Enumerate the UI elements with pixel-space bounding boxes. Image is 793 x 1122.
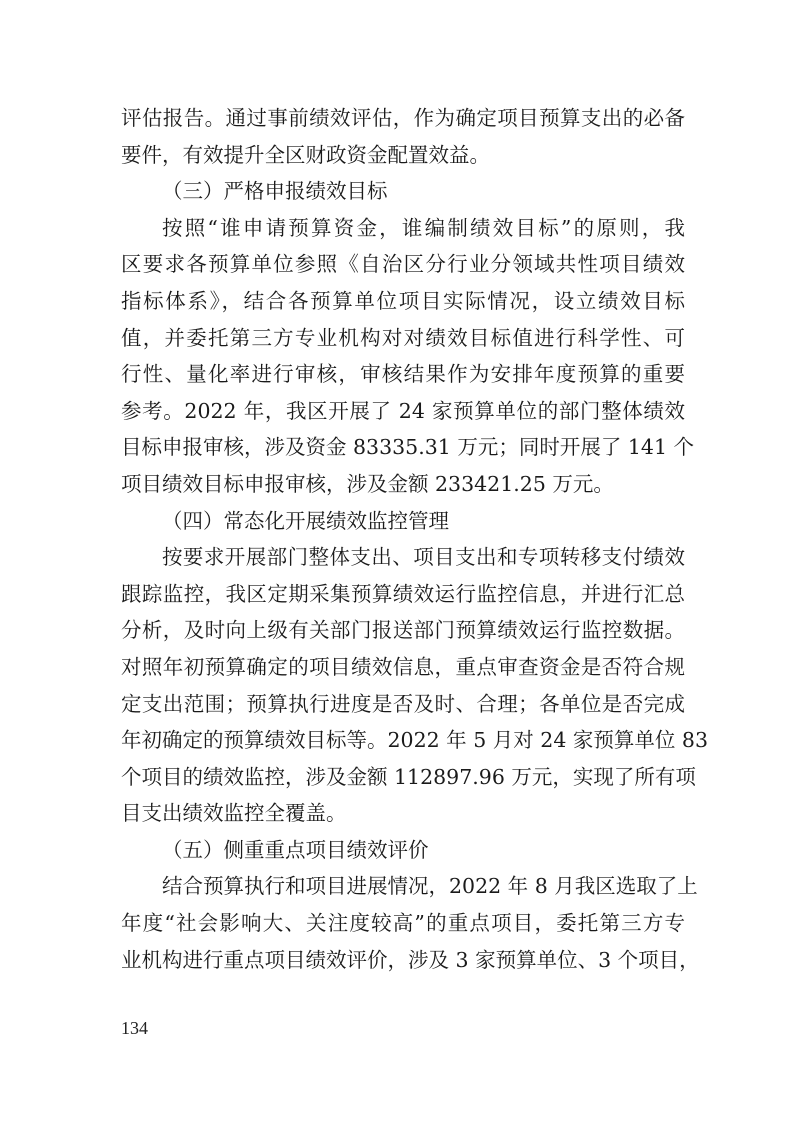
paragraph-line: 业机构进行重点项目绩效评价，涉及 3 家预算单位、3 个项目， bbox=[121, 947, 700, 972]
paragraph-line: 按要求开展部门整体支出、项目支出和专项转移支付绩效 bbox=[162, 545, 685, 570]
paragraph-line: 年初确定的预算绩效目标等。2022 年 5 月对 24 家预算单位 83 bbox=[121, 728, 708, 753]
paragraph-line: 项目绩效目标申报审核，涉及金额 233421.25 万元。 bbox=[121, 471, 614, 496]
section-heading: （五）侧重重点项目绩效评价 bbox=[162, 837, 429, 862]
paragraph-line: 分析，及时向上级有关部门报送部门预算绩效运行监控数据。 bbox=[121, 618, 685, 643]
paragraph-line: 值，并委托第三方专业机构对对绩效目标值进行科学性、可 bbox=[121, 325, 685, 350]
paragraph-line: 定支出范围；预算执行进度是否及时、合理；各单位是否完成 bbox=[121, 691, 685, 716]
paragraph-line: 按照“谁申请预算资金，谁编制绩效目标”的原则，我 bbox=[162, 215, 685, 240]
paragraph-line: 年度“社会影响大、关注度较高”的重点项目，委托第三方专 bbox=[121, 911, 685, 936]
paragraph-line: 个项目的绩效监控，涉及金额 112897.96 万元，实现了所有项 bbox=[121, 764, 696, 789]
paragraph-line: 指标体系》，结合各预算单位项目实际情况，设立绩效目标 bbox=[121, 288, 685, 313]
section-heading: （三）严格申报绩效目标 bbox=[162, 179, 388, 204]
paragraph-line: 结合预算执行和项目进展情况，2022 年 8 月我区选取了上 bbox=[162, 874, 698, 899]
paragraph-line: 目标申报审核，涉及资金 83335.31 万元；同时开展了 141 个 bbox=[121, 435, 695, 460]
paragraph-line: 要件，有效提升全区财政资金配置效益。 bbox=[121, 142, 490, 167]
paragraph-line: 行性、量化率进行审核，审核结果作为安排年度预算的重要 bbox=[121, 362, 685, 387]
paragraph-line: 区要求各预算单位参照《自治区分行业分领域共性项目绩效 bbox=[121, 252, 685, 277]
paragraph-line: 参考。2022 年，我区开展了 24 家预算单位的部门整体绩效 bbox=[121, 398, 685, 423]
section-heading: （四）常态化开展绩效监控管理 bbox=[162, 508, 449, 533]
document-body bbox=[121, 100, 708, 978]
page-number: 134 bbox=[121, 1018, 148, 1038]
paragraph-line: 评估报告。通过事前绩效评估，作为确定项目预算支出的必备 bbox=[121, 106, 685, 130]
paragraph-line: 目支出绩效监控全覆盖。 bbox=[121, 801, 347, 826]
paragraph-line: 对照年初预算确定的项目绩效信息，重点审查资金是否符合规 bbox=[121, 654, 685, 679]
paragraph-line: 跟踪监控，我区定期采集预算绩效运行监控信息，并进行汇总 bbox=[121, 581, 685, 606]
